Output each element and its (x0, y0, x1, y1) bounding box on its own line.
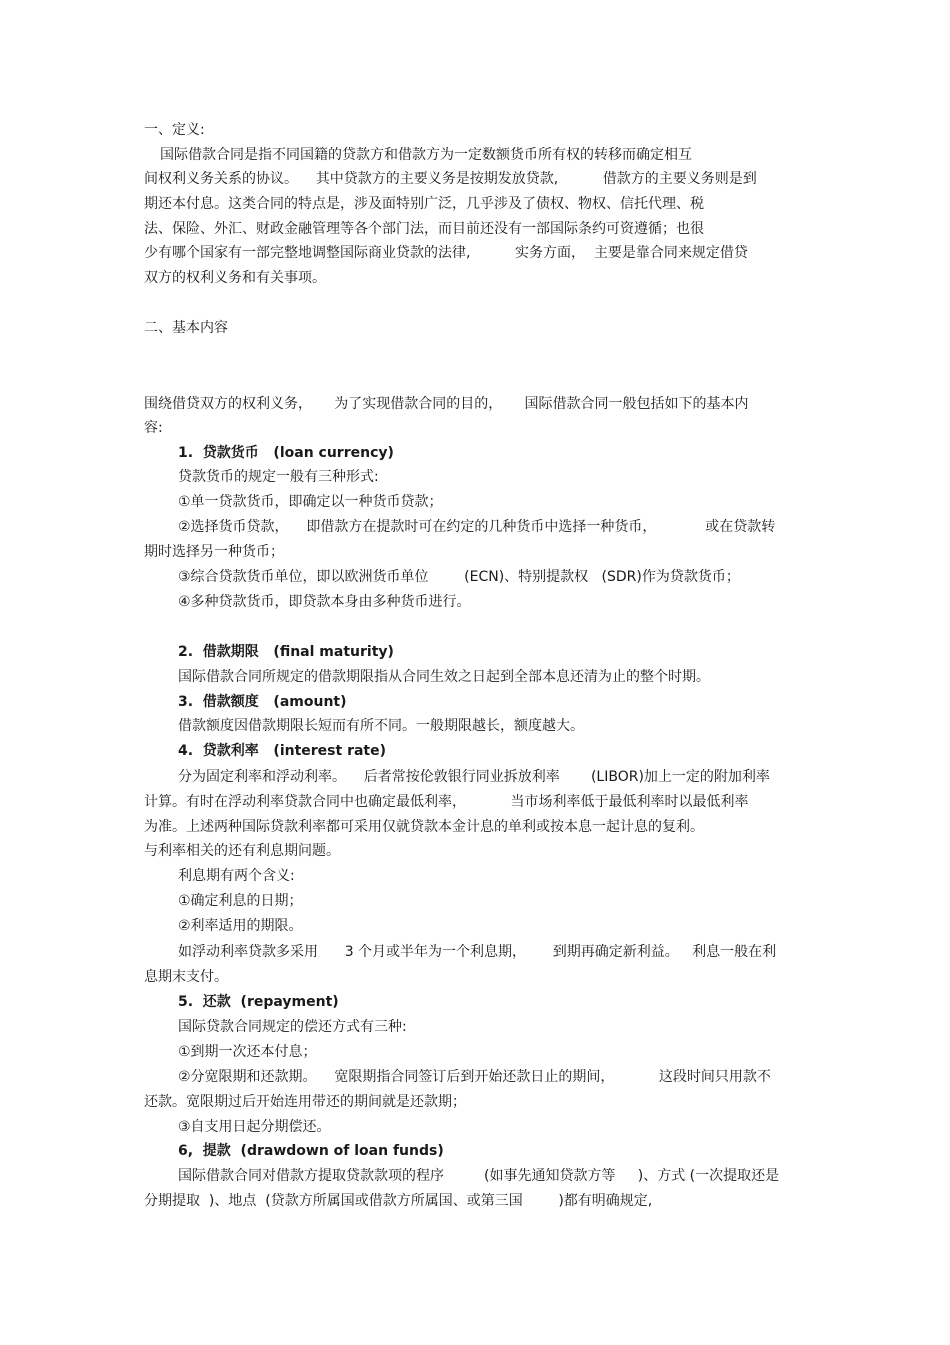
item-6-title: 6, 提款 (drawdown of loan funds) (178, 1143, 444, 1159)
paragraph-line: 国际借款合同是指不同国籍的贷款方和借款方为一定数额货币所有权的转移而确定相互 (160, 147, 692, 163)
item-4-title: 4. 贷款利率 (interest rate) (178, 743, 387, 759)
paragraph-line: ②分宽限期和还款期。 宽限期指合同签订后到开始还款日止的期间， 这段时间只用款不 (178, 1069, 771, 1085)
paragraph-line: 与利率相关的还有利息期问题。 (144, 843, 340, 859)
paragraph-line: 国际贷款合同规定的偿还方式有三种: (178, 1019, 407, 1035)
paragraph-line: 围绕借贷双方的权利义务， 为了实现借款合同的目的， 国际借款合同一般包括如下的基本内 (144, 396, 749, 412)
paragraph-line: 法、保险、外汇、财政金融管理等各个部门法，而目前还没有一部国际条约可资遵循；也很 (144, 221, 704, 237)
paragraph-line: 计算。有时在浮动利率贷款合同中也确定最低利率， 当市场利率低于最低利率时以最低利率 (144, 794, 749, 810)
item-3-title: 3. 借款额度 (amount) (178, 694, 347, 710)
paragraph-line: 国际借款合同所规定的借款期限指从合同生效之日起到全部本息还清为止的整个时期。 (178, 669, 710, 685)
paragraph-line: 利息期有两个含义: (178, 868, 295, 884)
paragraph-line: 息期末支付。 (144, 969, 228, 985)
paragraph-line: 分为固定利率和浮动利率。 后者常按伦敦银行同业拆放利率 (LIBOR)加上一定的附加利率 (178, 769, 770, 785)
paragraph-line: 容: (144, 420, 163, 436)
item-2-title: 2. 借款期限 (final maturity) (178, 644, 394, 660)
paragraph-line: 为准。上述两种国际贷款利率都可采用仅就贷款本金计息的单利或按本息一起计息的复利。 (144, 819, 704, 835)
section-1-heading: 一、定义: (144, 122, 205, 138)
paragraph-line: 分期提取 )、地点 (贷款方所属国或借款方所属国、或第三国 )都有明确规定, (144, 1193, 653, 1209)
paragraph-line: 贷款货币的规定一般有三种形式: (178, 469, 379, 485)
paragraph-line: ①确定利息的日期； (178, 893, 303, 909)
paragraph-line: 双方的权利义务和有关事项。 (144, 270, 326, 286)
paragraph-line: 期时选择另一种货币； (144, 544, 284, 560)
paragraph-line: 少有哪个国家有一部完整地调整国际商业贷款的法律, 实务方面， 主要是靠合同来规定借贷 (144, 245, 748, 261)
paragraph-line: 期还本付息。这类合同的特点是，涉及面特别广泛，几乎涉及了债权、物权、信托代理、税 (144, 196, 704, 212)
paragraph-line: ③综合贷款货币单位，即以欧洲货币单位 (ECN)、特别提款权 (SDR)作为贷款货币； (178, 569, 740, 585)
paragraph-line: 如浮动利率贷款多采用 3 个月或半年为一个利息期， 到期再确定新利益。 利息一般在利 (178, 944, 777, 960)
paragraph-line: 国际借款合同对借款方提取贷款款项的程序 (如事先通知贷款方等 )、方式 (一次提取还是 (178, 1168, 780, 1184)
paragraph-line: ①到期一次还本付息； (178, 1044, 317, 1060)
paragraph-line: ④多种贷款货币，即贷款本身由多种货币进行。 (178, 594, 471, 610)
section-2-heading: 二、基本内容 (144, 320, 228, 336)
paragraph-line: ②选择货币贷款， 即借款方在提款时可在约定的几种货币中选择一种货币， 或在贷款转 (178, 519, 776, 535)
item-5-title: 5. 还款 (repayment) (178, 994, 339, 1010)
paragraph-line: 间权利义务关系的协议。 其中贷款方的主要义务是按期发放贷款, 借款方的主要义务则是到 (144, 171, 757, 187)
paragraph-line: ①单一贷款货币，即确定以一种货币贷款； (178, 494, 443, 510)
paragraph-line: ③自支用日起分期偿还。 (178, 1119, 331, 1135)
item-1-title: 1. 贷款货币 (loan currency) (178, 445, 394, 461)
paragraph-line: 还款。宽限期过后开始连用带还的期间就是还款期； (144, 1094, 466, 1110)
paragraph-line: 借款额度因借款期限长短而有所不同。一般期限越长，额度越大。 (178, 718, 584, 734)
paragraph-line: ②利率适用的期限。 (178, 918, 303, 934)
